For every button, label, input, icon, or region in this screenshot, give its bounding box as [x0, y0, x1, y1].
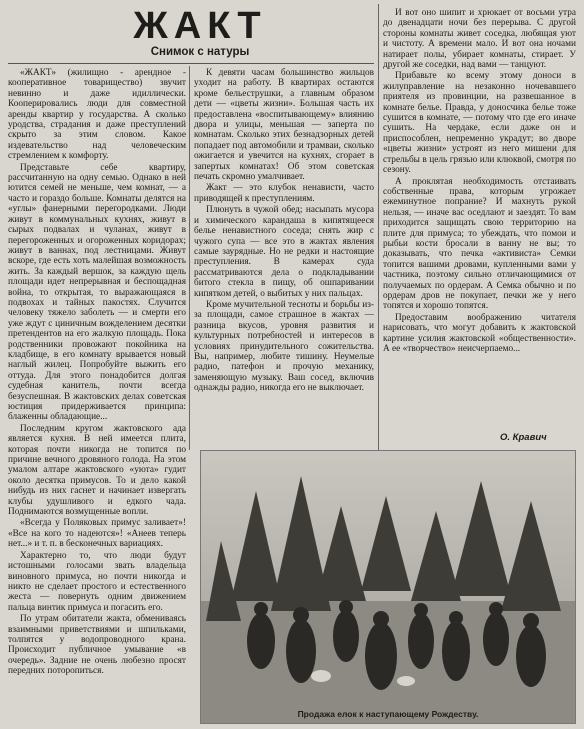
col1-paragraph: Характерно то, что люди будут истошными голосами звать владельца виновного примуса, но почти никогда и никто не сделает простого и естественного жеста — повернуть одним движением пальца винтик примуса и погасить его. [8, 550, 186, 613]
column-1 [8, 68, 186, 725]
header-rule [8, 63, 374, 64]
col3-paragraph: И вот оно шипит и хрюкает от восьми утра до двенадцати ночи без перерыва. С другой стороны комнаты живет соседка, любящая уют и чистоту. А времени мало. И вот она ночами натирает полы, убирает комнаты, стирает. У другой же соседки, над вами — танцуют. [383, 8, 576, 71]
author-signature: О. Кравич [500, 432, 547, 443]
news-photo [200, 450, 576, 724]
column-divider-2 [378, 4, 379, 450]
column-3 [383, 8, 576, 428]
column-2 [194, 68, 374, 446]
col1-paragraph: Представьте себе квартиру, рассчитанную на одну семью. Однако в ней ютится семей не меньше, чем комнат, — а часто и гораздо больше. Комнаты делятся на «углы» фанерными перегородками. Люди живут в коммунальных кухнях, живут в сырых подвалах и чуланах, живут в перегороженных и огороженных коридорах; живут в ваннах, под лестницами. Живут вскоре, где есть хоть малейшая возможность жить. За каждый вершок, за каждую щель площади идет непрерывная и беспощадная война, то открытая, то выражающаяся в подвохах и тайных пакостях. Случится человеку тяжело заболеть — и смерти его уже ждут с циничным вожделением десятки претендентов на его жалкую площадь. Пока родственники провожают покойника на кладбище, в его комнату врывается новый наглый жилец. Попробуйте выжить его оттуда. Для этого понадобится долгая судебная канитель, почти всегда безуспешная. В жактовских делах советская юстиция придерживается принципа: блаженны обладающие... [8, 162, 186, 423]
col3-paragraph: А проклятая необходимость отстаивать собственные права, которым угрожает ежеминутное попрание? И махнуть рукой нельзя, — иначе вас оседлают и заездят. То вам приходится защищать свою территорию на плите для примуса; то убеждать, что помои и рыбьи кости бросали в ванну не вы; то доказывать, что печка «активиста» Семки топится вашими дровами, купленными вами у частника, поэтому сильно отличающимися от получаемых по ордерам. А Семка обычно и по ордерам дров не покупает, печки же у него топятся и хорошо топятся. [383, 176, 576, 312]
col2-paragraph: Кроме мучительной тесноты и борьбы из-за площади, самое страшное в жактах — разница вкусов, уровня развития и культурных потребностей и интересов в условиях принудительного сожительства. Вы, например, любите тишину. Неумелые радио, патефон и прочую механику, заменяющую музыку. Ваш сосед, включив однажды радио, никогда его не выключает. [194, 299, 374, 394]
photo-illustration [201, 451, 575, 723]
col3-paragraph: Предоставим воображению читателя нарисовать, что могут добавить к жактовской картине усилия жактовской «общественности». А ее «творчество» неисчерпаемо... [383, 312, 576, 354]
col1-paragraph: По утрам обитатели жакта, обмениваясь взаимными приветствиями и шпильками, толпятся у водопроводного крана. Происходит публичное умывание «в очередь». Задние не очень любезно просят передних поторопиться. [8, 614, 186, 677]
col1-paragraph: «ЖАКТ» (жилищно - арендное - кооперативное товарищество) звучит невинно и даже идиллически. Кооперировались люди для совместной аренды квартир у государства. А сколько уродства, страдания и даже преступлений скрыто за этим словом. Какое издевательство над человеческим стремлением к комфорту. [8, 68, 186, 162]
col1-paragraph: Последним кругом жактовского ада является кухня. В ней имеется плита, которая почти никогда не топится по причине вечного дровяного голода. На этом умалом алтаре жактовского «уюта» гудит около десятка примусов. То и дело какой нибудь из них гаснет и начинает извергать клубы удушливого и едкого чада. Поднимаются возмущенные вопли. [8, 423, 186, 518]
col2-paragraph: Плюнуть в чужой обед; насыпать мусора и химического карандаша в кипятящееся белье ненавистного соседа; снять жир с чужого супа — все это в жактах явления самые заурядные. Но не редки и настоящие преступления. В камерах суда рассматриваются дела о подкладывании битого стекла в пищу, об ошпаривании кипятком детей, о выбитых у них пальцах. [194, 205, 374, 299]
column-divider-1 [189, 66, 190, 450]
photo-caption: Продажа елок к наступающему Рождеству. [297, 709, 479, 719]
col2-paragraph: Жакт — это клубок ненависти, часто приводящей к преступлениям. [194, 183, 374, 204]
col1-paragraph: «Всегда у Поляковых примус заливает»! «Все на кого то надеются»! «Анеев теперь нет...» и т. п. в бесконечных вариациях. [8, 518, 186, 550]
article-title: ЖАКТ [133, 5, 267, 47]
col3-paragraph: Прибавьте ко всему этому доноси в жилуправление на незаконно ночевавшего приятеля из провинции, на развешанное в комнате белье. Правда, у доносчика белье тоже сушится в комнате, — потому что где его иначе сушить. На чердаке, если даже он и приспособлен, непременно украдут; во дворе «цветы жизни» устроят из него мишени для стрельбы в цель грязью или клюквой, смотря по сезону. [383, 71, 576, 176]
col2-paragraph: К девяти часам большинство жильцов уходит на работу. В квартирах остаются кроме бельеструшки, а главным образом дети — «цветы жизни». Большая часть их предоставлена «воспитывающему» влиянию двора и улицы, меньшая — заперта по комнатам. Сколько этих безнадзорных детей попадает под автомобили и трамваи, сколько ожигается и увечится на кухнях, сгорает в запертых комнатах! Об этом советская печать скромно умалчивает. [194, 68, 374, 183]
article-subtitle: Снимок с натуры [150, 46, 250, 58]
